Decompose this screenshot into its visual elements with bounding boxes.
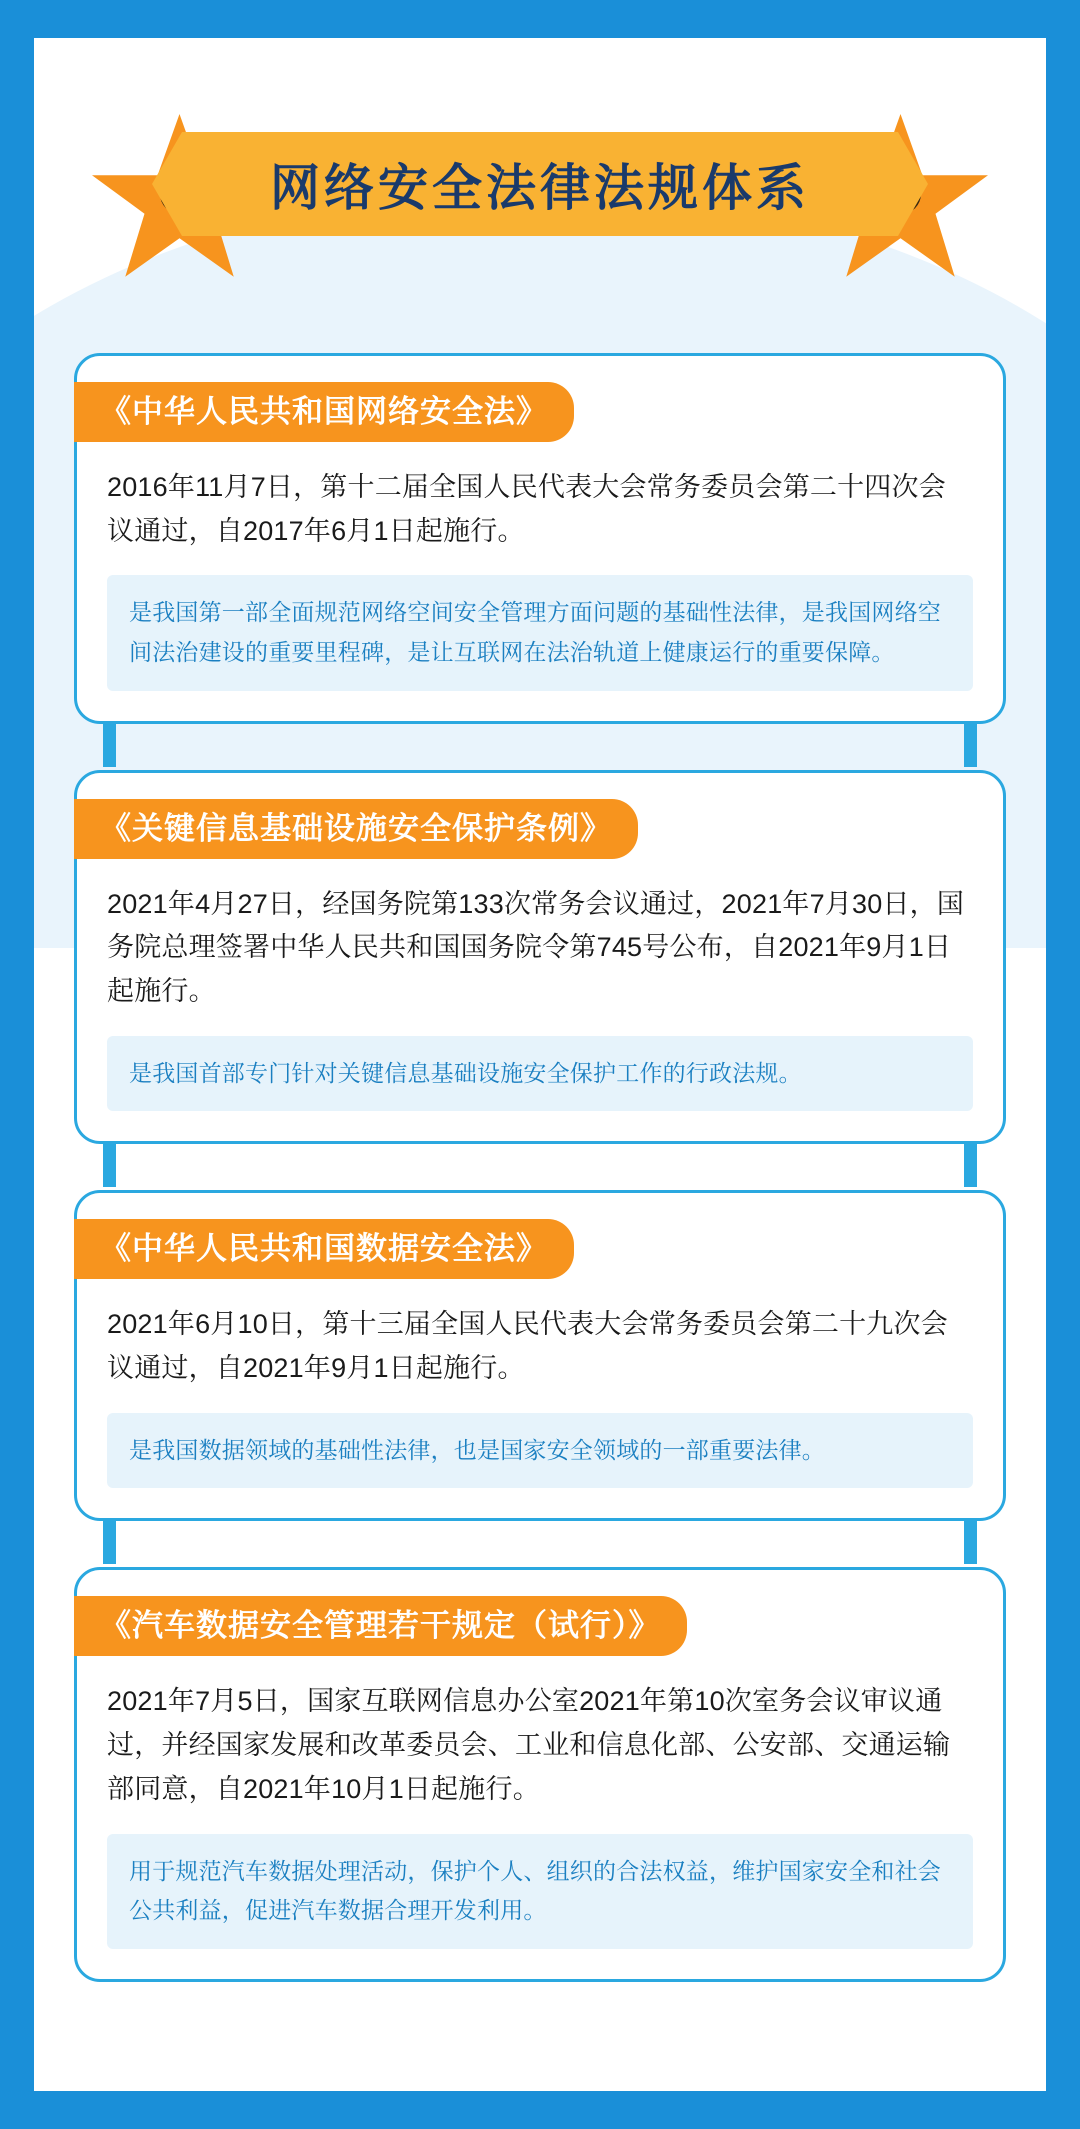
law-card-note: 是我国第一部全面规范网络空间安全管理方面问题的基础性法律，是我国网络空间法治建设的重要里程碑，是让互联网在法治轨道上健康运行的重要保障。 [107, 575, 973, 690]
poster-content [34, 96, 1046, 1982]
page-title: 网络安全法律法规体系 [270, 159, 810, 217]
poster-inner-panel [34, 38, 1046, 2091]
law-card-body: 2021年4月27日，经国务院第133次常务会议通过，2021年7月30日，国务院总理签署中华人民共和国国务院令第745号公布，自2021年9月1日起施行。 [107, 888, 965, 1007]
card-connector-right [964, 1141, 977, 1187]
card-connector-left [103, 1141, 116, 1187]
law-card [74, 1190, 1006, 1521]
law-card-list [74, 353, 1006, 1982]
law-card [74, 353, 1006, 724]
law-card-body: 2021年6月10日，第十三届全国人民代表大会常务委员会第二十九次会议通过，自2021年9月1日起施行。 [107, 1309, 948, 1384]
law-card-title: 《中华人民共和国网络安全法》 [74, 382, 574, 442]
law-card-note: 是我国首部专门针对关键信息基础设施安全保护工作的行政法规。 [107, 1036, 973, 1112]
law-card-body: 2016年11月7日，第十二届全国人民代表大会常务委员会第二十四次会议通过，自2017年6月1日起施行。 [107, 472, 946, 546]
law-card-title: 《汽车数据安全管理若干规定（试行）》 [74, 1596, 687, 1656]
law-card-title: 《中华人民共和国数据安全法》 [74, 1219, 574, 1279]
law-card-note: 用于规范汽车数据处理活动，保护个人、组织的合法权益，维护国家安全和社会公共利益，促进汽车数据合理开发利用。 [107, 1834, 973, 1949]
law-card [74, 1567, 1006, 1981]
title-ribbon [182, 132, 898, 236]
card-connector-left [103, 721, 116, 767]
card-connector-left [103, 1518, 116, 1564]
card-connector-right [964, 1518, 977, 1564]
title-banner-area [74, 96, 1006, 311]
law-card-body: 2021年7月5日，国家互联网信息办公室2021年第10次室务会议审议通过，并经国家发展和改革委员会、工业和信息化部、公安部、交通运输部同意，自2021年10月1日起施行。 [107, 1686, 951, 1804]
law-card [74, 770, 1006, 1145]
law-card-title: 《关键信息基础设施安全保护条例》 [74, 799, 638, 859]
card-connector-right [964, 721, 977, 767]
law-card-note: 是我国数据领域的基础性法律，也是国家安全领域的一部重要法律。 [107, 1413, 973, 1489]
